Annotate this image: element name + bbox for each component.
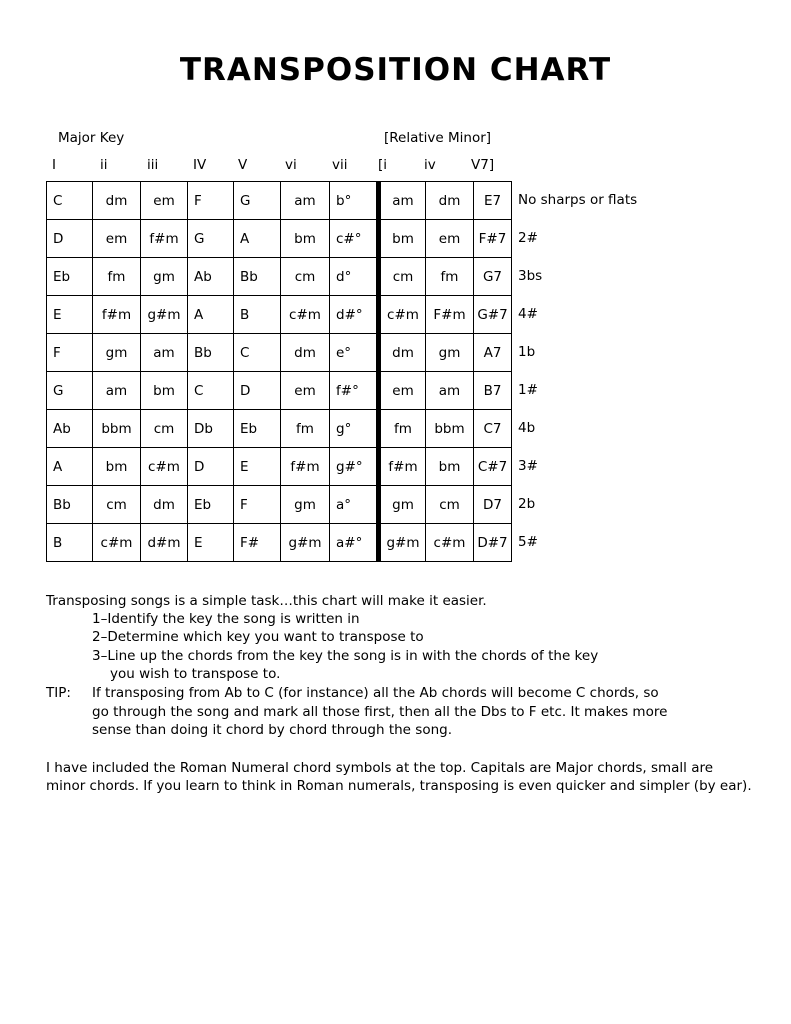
tip-label: TIP: bbox=[46, 685, 71, 701]
chord-cell: am bbox=[93, 372, 141, 410]
chord-cell: g#m bbox=[141, 296, 188, 334]
step-1-text: 1–Identify the key the song is written in bbox=[92, 611, 360, 627]
chord-cell: c#m bbox=[426, 524, 474, 562]
header-numeral: iii bbox=[147, 157, 159, 173]
chord-cell: bbm bbox=[93, 410, 141, 448]
chord-cell: fm bbox=[93, 258, 141, 296]
chord-cell: bm bbox=[379, 220, 426, 258]
tip-line-2: go through the song and mark all those first, then all the Dbs to F etc. It makes more bbox=[92, 704, 668, 720]
chord-cell: cm bbox=[426, 486, 474, 524]
chord-cell: F#7 bbox=[474, 220, 512, 258]
step-2-text: 2–Determine which key you want to transpose to bbox=[92, 629, 424, 645]
key-signature-note: 1b bbox=[518, 344, 536, 360]
chord-cell: A bbox=[234, 220, 281, 258]
key-cell: Eb bbox=[47, 258, 93, 296]
chord-cell: d° bbox=[330, 258, 379, 296]
key-cell: E bbox=[47, 296, 93, 334]
chord-cell: bm bbox=[93, 448, 141, 486]
chord-cell: fm bbox=[426, 258, 474, 296]
chord-cell: E7 bbox=[474, 182, 512, 220]
key-cell: B bbox=[47, 524, 93, 562]
key-cell: F bbox=[47, 334, 93, 372]
chord-cell: c#m bbox=[379, 296, 426, 334]
chord-cell: F# bbox=[234, 524, 281, 562]
chord-cell: g#m bbox=[281, 524, 330, 562]
chord-cell: C#7 bbox=[474, 448, 512, 486]
chord-cell: cm bbox=[141, 410, 188, 448]
relative-minor-label: [Relative Minor] bbox=[384, 130, 492, 146]
major-key-label: Major Key bbox=[58, 130, 125, 146]
chord-cell: c#m bbox=[93, 524, 141, 562]
chord-cell: Db bbox=[188, 410, 234, 448]
chord-cell: f#° bbox=[330, 372, 379, 410]
chord-cell: am bbox=[281, 182, 330, 220]
page-title: TRANSPOSITION CHART bbox=[179, 52, 612, 88]
key-signature-note: 2# bbox=[518, 230, 538, 246]
chord-cell: am bbox=[141, 334, 188, 372]
key-signature-note: 1# bbox=[518, 382, 538, 398]
chord-cell: Eb bbox=[234, 410, 281, 448]
closing-line-1: I have included the Roman Numeral chord symbols at the top. Capitals are Major chords, small are bbox=[46, 760, 714, 776]
chord-cell: gm bbox=[426, 334, 474, 372]
key-cell: A bbox=[47, 448, 93, 486]
chord-cell: Bb bbox=[234, 258, 281, 296]
key-signature-note: 2b bbox=[518, 496, 536, 512]
chord-cell: F bbox=[188, 182, 234, 220]
key-signature-note: 3bs bbox=[518, 268, 543, 284]
chord-cell: f#m bbox=[379, 448, 426, 486]
chord-cell: em bbox=[93, 220, 141, 258]
chord-cell: G7 bbox=[474, 258, 512, 296]
chord-cell: bm bbox=[426, 448, 474, 486]
chord-cell: dm bbox=[426, 182, 474, 220]
chord-cell: E bbox=[188, 524, 234, 562]
chord-row bbox=[47, 524, 512, 562]
key-signature-note: 4# bbox=[518, 306, 538, 322]
chord-cell: G bbox=[234, 182, 281, 220]
chord-cell: F#m bbox=[426, 296, 474, 334]
header-numeral: ii bbox=[100, 157, 108, 173]
key-cell: D bbox=[47, 220, 93, 258]
header-numeral: vii bbox=[332, 157, 348, 173]
chord-cell: B7 bbox=[474, 372, 512, 410]
chord-cell: c#° bbox=[330, 220, 379, 258]
chord-cell: a° bbox=[330, 486, 379, 524]
chord-cell: f#m bbox=[141, 220, 188, 258]
chord-cell: d#m bbox=[141, 524, 188, 562]
chord-cell: em bbox=[141, 182, 188, 220]
chord-cell: D bbox=[188, 448, 234, 486]
chord-cell: cm bbox=[281, 258, 330, 296]
key-cell: Bb bbox=[47, 486, 93, 524]
chord-cell: dm bbox=[93, 182, 141, 220]
key-cell: Ab bbox=[47, 410, 93, 448]
chord-cell: d#° bbox=[330, 296, 379, 334]
key-cell: C bbox=[47, 182, 93, 220]
chord-cell: em bbox=[281, 372, 330, 410]
chord-cell: G bbox=[188, 220, 234, 258]
chord-cell: bm bbox=[281, 220, 330, 258]
closing-line-2: minor chords. If you learn to think in Roman numerals, transposing is even quicker and simpler (by ear). bbox=[46, 778, 752, 794]
chord-cell: G#7 bbox=[474, 296, 512, 334]
chord-cell: g#m bbox=[379, 524, 426, 562]
chord-cell: a#° bbox=[330, 524, 379, 562]
chord-cell: dm bbox=[281, 334, 330, 372]
chord-cell: D bbox=[234, 372, 281, 410]
chord-cell: g#° bbox=[330, 448, 379, 486]
chord-cell: gm bbox=[141, 258, 188, 296]
header-numeral: I bbox=[52, 157, 56, 173]
chord-row bbox=[47, 486, 512, 524]
header-numeral: IV bbox=[193, 157, 207, 173]
key-cell: G bbox=[47, 372, 93, 410]
chord-cell: dm bbox=[379, 334, 426, 372]
chord-cell: fm bbox=[281, 410, 330, 448]
transposition-table bbox=[46, 181, 512, 562]
chord-cell: C bbox=[234, 334, 281, 372]
chord-cell: gm bbox=[281, 486, 330, 524]
chord-cell: A bbox=[188, 296, 234, 334]
chord-row bbox=[47, 372, 512, 410]
chord-cell: c#m bbox=[281, 296, 330, 334]
chord-cell: f#m bbox=[281, 448, 330, 486]
header-numeral: V bbox=[238, 157, 248, 173]
header-numeral: [i bbox=[378, 157, 388, 173]
chord-cell: em bbox=[426, 220, 474, 258]
chord-cell: Eb bbox=[188, 486, 234, 524]
chord-cell: Bb bbox=[188, 334, 234, 372]
chord-row bbox=[47, 220, 512, 258]
chord-cell: Ab bbox=[188, 258, 234, 296]
step-3-text: 3–Line up the chords from the key the song is in with the chords of the key bbox=[92, 648, 599, 664]
chord-cell: C bbox=[188, 372, 234, 410]
chord-cell: dm bbox=[141, 486, 188, 524]
chord-cell: B bbox=[234, 296, 281, 334]
header-numeral: iv bbox=[424, 157, 436, 173]
chord-cell: F bbox=[234, 486, 281, 524]
chord-cell: C7 bbox=[474, 410, 512, 448]
step-3-continued-text: you wish to transpose to. bbox=[110, 666, 281, 682]
chord-cell: E bbox=[234, 448, 281, 486]
chord-cell: am bbox=[379, 182, 426, 220]
chord-cell: gm bbox=[379, 486, 426, 524]
chord-cell: D#7 bbox=[474, 524, 512, 562]
chord-cell: b° bbox=[330, 182, 379, 220]
chord-cell: cm bbox=[379, 258, 426, 296]
header-numeral: V7] bbox=[471, 157, 495, 173]
key-signature-note: 5# bbox=[518, 534, 538, 550]
key-signature-note: 3# bbox=[518, 458, 538, 474]
intro-text: Transposing songs is a simple task…this chart will make it easier. bbox=[46, 593, 487, 609]
chord-cell: gm bbox=[93, 334, 141, 372]
key-signature-note: 4b bbox=[518, 420, 536, 436]
tip-line-3: sense than doing it chord by chord through the song. bbox=[92, 722, 452, 738]
chord-row bbox=[47, 448, 512, 486]
header-numeral: vi bbox=[285, 157, 297, 173]
chord-cell: g° bbox=[330, 410, 379, 448]
chord-row bbox=[47, 182, 512, 220]
chord-cell: am bbox=[426, 372, 474, 410]
chord-cell: e° bbox=[330, 334, 379, 372]
chord-cell: bm bbox=[141, 372, 188, 410]
chord-row bbox=[47, 410, 512, 448]
chord-row bbox=[47, 334, 512, 372]
chord-cell: em bbox=[379, 372, 426, 410]
chord-row bbox=[47, 258, 512, 296]
chord-cell: cm bbox=[93, 486, 141, 524]
chord-cell: A7 bbox=[474, 334, 512, 372]
chord-cell: f#m bbox=[93, 296, 141, 334]
chord-cell: D7 bbox=[474, 486, 512, 524]
chord-cell: bbm bbox=[426, 410, 474, 448]
chord-row bbox=[47, 296, 512, 334]
tip-line-1: If transposing from Ab to C (for instance) all the Ab chords will become C chords, so bbox=[92, 685, 659, 701]
chord-cell: c#m bbox=[141, 448, 188, 486]
chord-cell: fm bbox=[379, 410, 426, 448]
key-signature-note: No sharps or flats bbox=[518, 192, 638, 208]
